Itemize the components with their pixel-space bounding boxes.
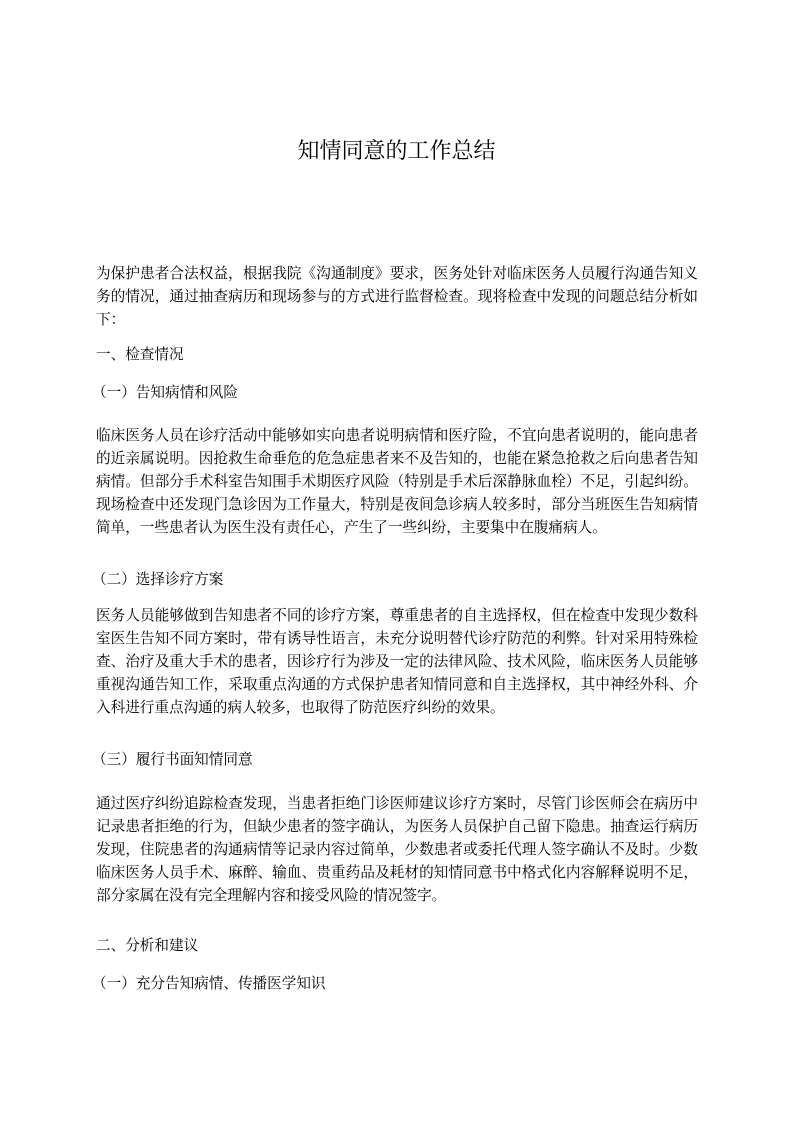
paragraph-written-consent: 通过医疗纠纷追踪检查发现，当患者拒绝门诊医师建议诊疗方案时，尽管门诊医师会在病历中记录患者拒绝的行为，但缺少患者的签字确认，为医务人员保护自己留下隐患。抽查运行病历发现，住院患者的沟通病情等记录内容过简单，少数患者或委托代理人签字确认不及时。少数临床医务人员手术、麻醉、输血、贵重药品及耗材的知情同意书中格式化内容解释说明不足，部分家属在没有完全理解内容和接受风险的情况签字。 — [96, 795, 698, 904]
subsection-heading-disclosure: （一）告知病情和风险 — [92, 384, 238, 401]
paragraph-disclosure: 临床医务人员在诊疗活动中能够如实向患者说明病情和医疗险，不宜向患者说明的，能向患者的近亲属说明。因抢救生命垂危的危急症患者来不及告知的，也能在紧急抢救之后向患者告知病情。但部分手术科室告知围手术期医疗风险（特别是手术后深静脉血栓）不足，引起纠纷。现场检查中还发现门急诊因为工作量大，特别是夜间急诊病人较多时，部分当班医生告知病情简单，一些患者认为医生没有责任心，产生了一些纠纷，主要集中在腹痛病人。 — [96, 427, 698, 536]
document-title: 知情同意的工作总结 — [297, 139, 496, 164]
subsection-heading-inform-knowledge: （一）充分告知病情、传播医学知识 — [92, 975, 326, 992]
subsection-heading-written-consent: （三）履行书面知情同意 — [92, 751, 253, 768]
paragraph-treatment-plan: 医务人员能够做到告知患者不同的诊疗方案，尊重患者的自主选择权，但在检查中发现少数科室医生告知不同方案时，带有诱导性语言，未充分说明替代诊疗防范的利弊。针对采用特殊检查、治疗及重大手术的患者，因诊疗行为涉及一定的法律风险、技术风险，临床医务人员能够重视沟通告知工作，采取重点沟通的方式保护患者知情同意和自主选择权，其中神经外科、介入科进行重点沟通的病人较多，也取得了防范医疗纠纷的效果。 — [96, 607, 698, 716]
section-heading-analysis: 二、分析和建议 — [96, 937, 199, 954]
section-heading-inspection: 一、检查情况 — [96, 346, 184, 363]
subsection-heading-treatment-plan: （二）选择诊疗方案 — [92, 571, 224, 588]
intro-paragraph: 为保护患者合法权益，根据我院《沟通制度》要求，医务处针对临床医务人员履行沟通告知义务的情况，通过抽查病历和现场参与的方式进行监督检查。现将检查中发现的问题总结分析如下： — [96, 265, 698, 328]
